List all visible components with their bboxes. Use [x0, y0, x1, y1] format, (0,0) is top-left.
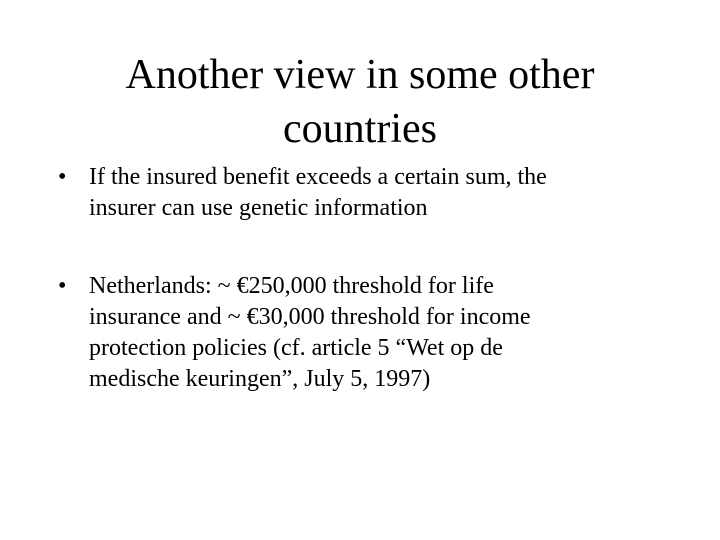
bullet-dot-icon: • — [58, 273, 67, 299]
bullet-dot-icon: • — [58, 164, 67, 190]
slide-title-line: countries — [283, 106, 437, 152]
bullet-text-line: insurance and ~ €30,000 threshold for income — [89, 304, 531, 330]
bullet-list — [58, 162, 658, 395]
bullet-text — [89, 271, 658, 395]
slide-title-line: Another view in some other — [125, 52, 595, 98]
bullet-text — [89, 162, 658, 224]
bullet-text-line: insurer can use genetic information — [89, 195, 428, 221]
bullet-text-line: medische keuringen”, July 5, 1997) — [89, 366, 431, 392]
bullet-item-netherlands — [58, 271, 658, 395]
slide-title — [0, 48, 720, 156]
bullet-text-line: protection policies (cf. article 5 “Wet op de — [89, 335, 503, 361]
bullet-item-genetic-info — [58, 162, 658, 224]
bullet-text-line: If the insured benefit exceeds a certain sum, the — [89, 164, 547, 190]
bullet-text-line: Netherlands: ~ €250,000 threshold for life — [89, 273, 494, 299]
